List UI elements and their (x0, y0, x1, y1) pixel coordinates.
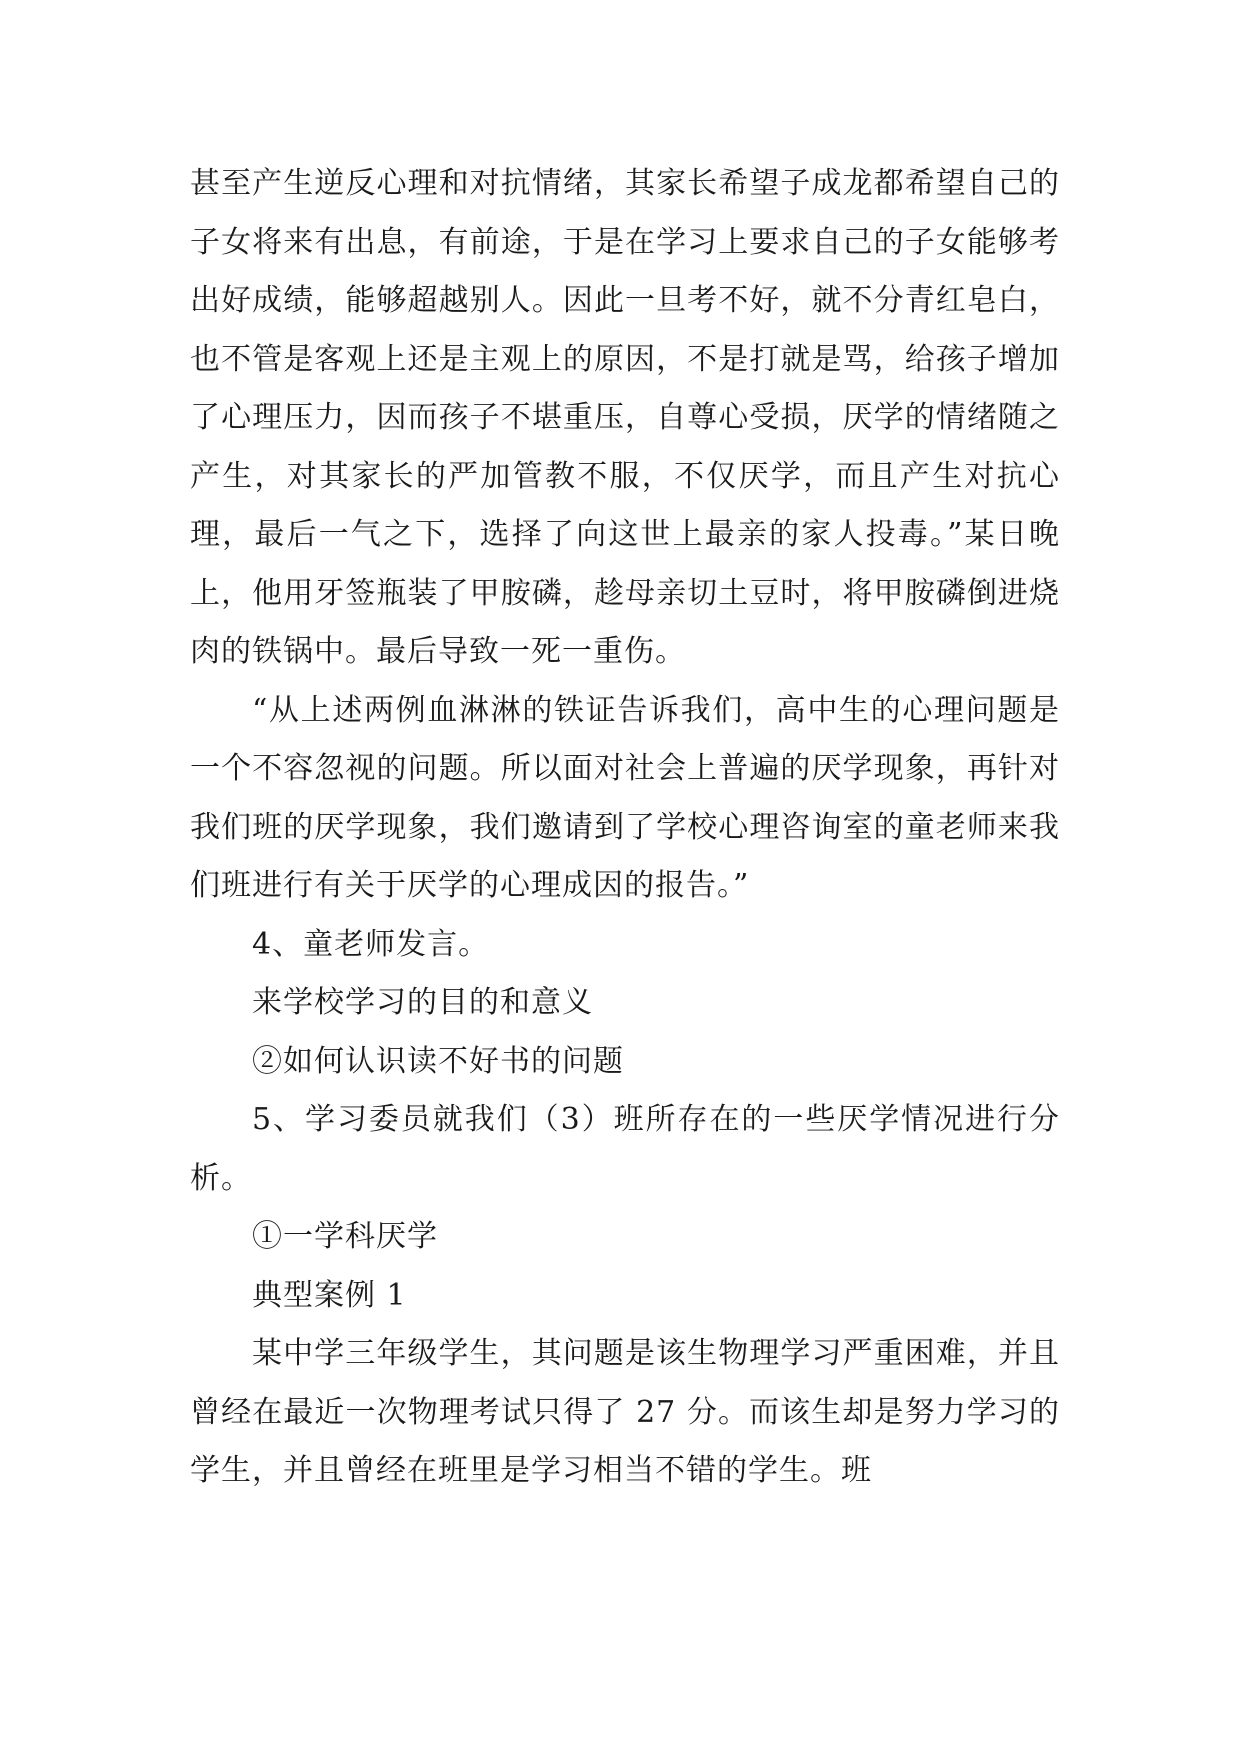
paragraph-case-description: 某中学三年级学生，其问题是该生物理学习严重困难，并且曾经在最近一次物理考试只得了 27 分。而该生却是努力学习的学生，并且曾经在班里是学习相当不错的学生。班 (190, 1336, 1060, 1488)
paragraph-case-heading: 典型案例 1 (252, 1277, 407, 1313)
paragraph-subitem-2: ②如何认识读不好书的问题 (252, 1043, 624, 1079)
paragraph-subitem-1: ①一学科厌学 (252, 1219, 438, 1254)
document-body (190, 155, 1060, 1501)
paragraph-item-5: 5、学习委员就我们（3）班所存在的一些厌学情况进行分析。 (190, 1102, 1060, 1196)
paragraph-item-4: 4、童老师发言。 (252, 926, 490, 962)
paragraph-case-narrative: 甚至产生逆反心理和对抗情绪，其家长希望子成龙都希望自己的子女将来有出息，有前途，于是在学习上要求自己的子女能够考出好成绩，能够超越别人。因此一旦考不好，就不分青红皂白，也不管是客观上还是主观上的原因，不是打就是骂，给孩子增加了心理压力，因而孩子不堪重压，自尊心受损，厌学的情绪随之产生，对其家长的严加管教不服，不仅厌学，而且产生对抗心理，最后一气之下，选择了向这世上最亲的家人投毒。”某日晚上，他用牙签瓶装了甲胺磷，趁母亲切土豆时，将甲胺磷倒进烧肉的铁锅中。最后导致一死一重伤。 (190, 166, 1060, 669)
paragraph-quote-intro: “从上述两例血淋淋的铁证告诉我们，高中生的心理问题是一个不容忽视的问题。所以面对社会上普遍的厌学现象，再针对我们班的厌学现象，我们邀请到了学校心理咨询室的童老师来我们班进行有关于厌学的心理成因的报告。” (190, 692, 1060, 903)
paragraph-subitem-purpose: 来学校学习的目的和意义 (252, 985, 593, 1020)
